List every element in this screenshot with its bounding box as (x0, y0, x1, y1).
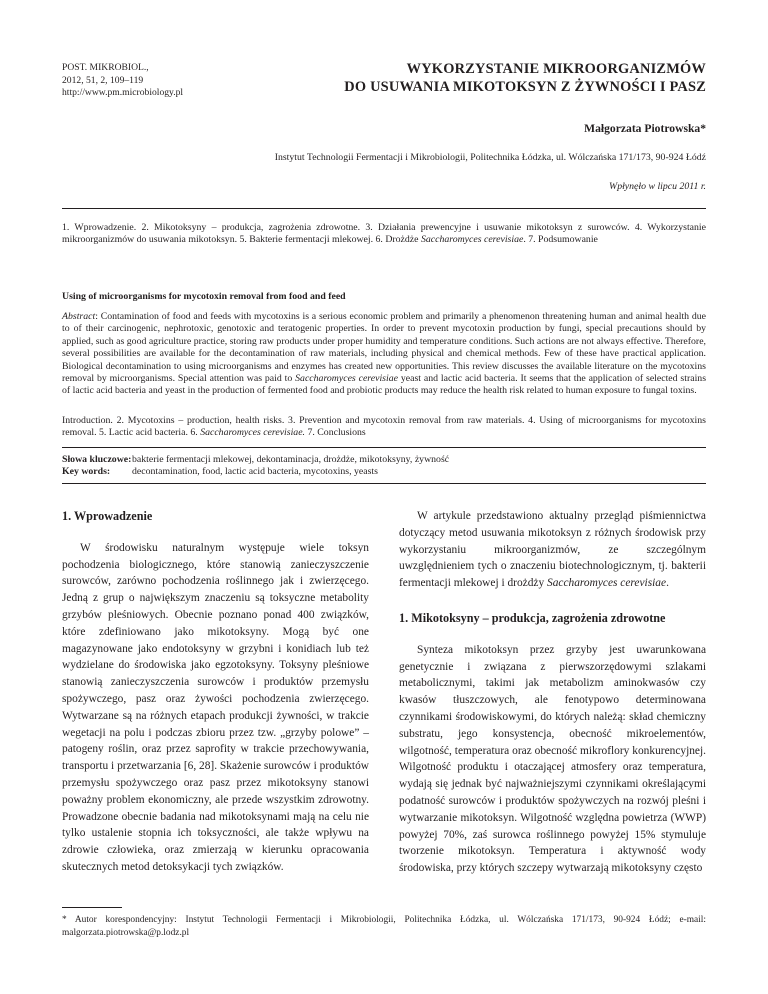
abstract-label: Abstract (62, 311, 96, 322)
contents-pl-italic: Saccharomyces cerevisiae (420, 234, 524, 246)
contents-pl-text: 1. Wprowadzenie. 2. Mikotoksyny – produkcja, zagrożenia zdrowotne. 3. Działania prewencyjne i usuwanie mikotoksyn z surowców. 4. Wykorzystanie mikroorganizmów do usuwania mikotoksyn. 5. Bakterie fermentacji mlekowej. 6. Drożdże (62, 222, 706, 246)
abstract-italic: Saccharomyces cerevisiae (295, 373, 398, 385)
abstract-text-2: yeast and lactic acid bacteria. It seems that the application of selected strains of lactic acid bacteria and yeast in the production of fermented food and probiotic products may reduce the health risk related to human exposure to fungal toxins. (62, 373, 707, 397)
paragraph-2-italic: Saccharomyces cerevisiae (547, 577, 667, 590)
keywords-pl-label: Słowa kluczowe: (62, 454, 132, 465)
contents-en-italic: Saccharomyces cerevisiae. (200, 427, 306, 439)
contents-pl-tail: . 7. Podsumowanie (523, 234, 598, 246)
article-title (306, 60, 706, 96)
journal-url[interactable]: http://www.pm.microbiology.pl (62, 87, 184, 99)
divider-top (62, 208, 706, 209)
paragraph-2-end: . (666, 577, 669, 590)
contents-en (62, 415, 706, 440)
keywords-pl-value: bakterie fermentacji mlekowej, dekontaminacja, drożdże, mikotoksyny, żywność (132, 454, 450, 465)
title-line-1: WYKORZYSTANIE MIKROORGANIZMÓW (406, 61, 706, 77)
paragraph-2-text: W artykule przedstawiono aktualny przegląd piśmiennictwa dotyczący metod usuwania mikotoksyn z różnych środowisk przy wykorzystaniu mikroorganizmów, ze szczególnym uwzględnieniem tych o znaczeniu biotechnologicznym, tj. bakterii fermentacji mlekowej i drożdży (399, 510, 706, 590)
paragraph-1: W środowisku naturalnym występuje wiele toksyn pochodzenia biologicznego, które stanowią zanieczyszczenie surowców, zarówno pochodzenia roślinnego jak i zwierzęcego. Jedną z grup o największym znaczeniu są toksyczne metabolity grzybów pleśniowych. Obecnie poznano ponad 400 związków, które zdefiniowano jako mikotoksyny. Mogą być one magazynowane jako endotoksyny w grzybni i konidiach lub też wydzielane do środowiska jako egzotoksyny. Toksyny pleśniowe stanowią zanieczyszczenia surowców i produktów przemysłu spożywczego, pasz oraz żywości pochodzenia zwierzęcego. Wytwarzane są na różnych etapach produkcji żywności, w trakcie wegetacji na polu i podczas zbioru przez tzw. „grzyby polowe” – patogeny roślin, oraz przez saprofity w trakcie przechowywania, transportu i przetwarzania [6, 28]. Skażenie surowców i produktów przemysłu spożywczego oraz pasz przez mikotoksyny stanowi poważny problem ekonomiczny, ale przede wszystkim zdrowotny. Prowadzone obecnie badania nad mikotoksynami mają na celu nie tylko ustalenie stopnia ich toksyczności, ale także wpływu na zdrowie człowieka, oraz zmierzają w kierunku opracowania skutecznych metod detoksykacji tych związków. (62, 541, 369, 873)
contents-en-text-1: Introduction. 2. Mycotoxins – production, health risks. 3. Prevention and mycotoxin removal from raw materials. 4. Using of microorganisms for mycotoxins removal. 5. Lactic acid bacteria. 6. (62, 415, 706, 439)
section-1-heading: 1. Wprowadzenie (62, 509, 153, 523)
journal-volume: 2012, 51, 2, 109–119 (62, 74, 144, 86)
journal-info (62, 62, 183, 100)
abstract (62, 311, 706, 398)
keywords-en-label: Key words: (62, 466, 111, 478)
left-column (62, 508, 369, 876)
english-title: Using of microorganisms for mycotoxin removal from food and feed (62, 291, 346, 302)
footnote: * Autor korespondencyjny: Instytut Technologii Fermentacji i Mikrobiologii, Politechnika Łódzka, ul. Wólczańska 171/173, 90-924 Łódź; e-mail: malgorzata.piotrowska@p.lodz.pl (62, 915, 706, 938)
journal-name: POST. MIKROBIOL., (62, 62, 149, 73)
paragraph-2 (399, 508, 706, 592)
divider-keywords-bottom (62, 483, 706, 484)
keywords-en-row (62, 466, 706, 478)
abstract-text-1: : Contamination of food and feeds with mycotoxins is a serious economic problem and primarily a phenomenon threatening human and animal health due to of their carcinogenic, nephrotoxic, genotoxic and teratogenic properties. In order to prevent mycotoxin production by fungi, special precautions should by applied, such as good agriculture practice, storing raw products under proper humidity and temperature conditions. Such actions are not always effective. Therefore, several possibilities are available for the decontamination of raw materials, including physical and chemical methods. Few of these have practical application. Biological decontamination to using microorganisms and enzymes has created new opportunities. This review discusses the available literature on the mycotoxins removal by microorganisms. Special attention was paid to (62, 311, 706, 385)
keywords (62, 454, 706, 479)
footnote-rule (62, 907, 122, 908)
title-line-2: DO USUWANIA MIKOTOKSYN Z ŻYWNOŚCI I PASZ (344, 79, 706, 95)
author-name: Małgorzata Piotrowska* (584, 122, 706, 135)
keywords-en-value: decontamination, food, lactic acid bacteria, mycotoxins, yeasts (132, 466, 378, 478)
right-column (399, 508, 706, 877)
contents-pl (62, 222, 706, 247)
received-date: Wpłynęło w lipcu 2011 r. (609, 181, 706, 192)
keywords-pl-row (62, 454, 706, 466)
section-2-heading: 1. Mikotoksyny – produkcja, zagrożenia zdrowotne (399, 610, 666, 625)
contents-en-text-2: 7. Conclusions (307, 427, 366, 439)
paragraph-3: Synteza mikotoksyn przez grzyby jest uwarunkowana genetycznie i związana z pierwszorzędowymi szlakami metabolicznymi, takimi jak metabolizm aminokwasów czy kwasów tłuszczowych, ale fenotypowo determinowana czynnikami środowiskowymi, do których należą: skład chemiczny substratu, jego konsystencja, obecność mikroelementów, wilgotność, temperatura oraz obecność mikroflory konkurencyjnej. Wilgotność produktu i otaczającej atmosfery oraz temperatura, wydają się jednak być najważniejszymi czynnikami określającymi podatność surowców i produktów spożywczych na rozwój pleśni i wytwarzanie mikotoksyn. Wilgotność względna powietrza (WWP) powyżej 70%, zaś surowca roślinnego powyżej 15% stymuluje tworzenie mikotoksyn. Temperatura i aktywność wody środowiska, przy których szczepy wytwarzają mikotoksyny często (399, 643, 706, 875)
divider-keywords-top (62, 447, 706, 448)
affiliation: Instytut Technologii Fermentacji i Mikrobiologii, Politechnika Łódzka, ul. Wólczańska 171/173, 90-924 Łódź (274, 152, 706, 163)
